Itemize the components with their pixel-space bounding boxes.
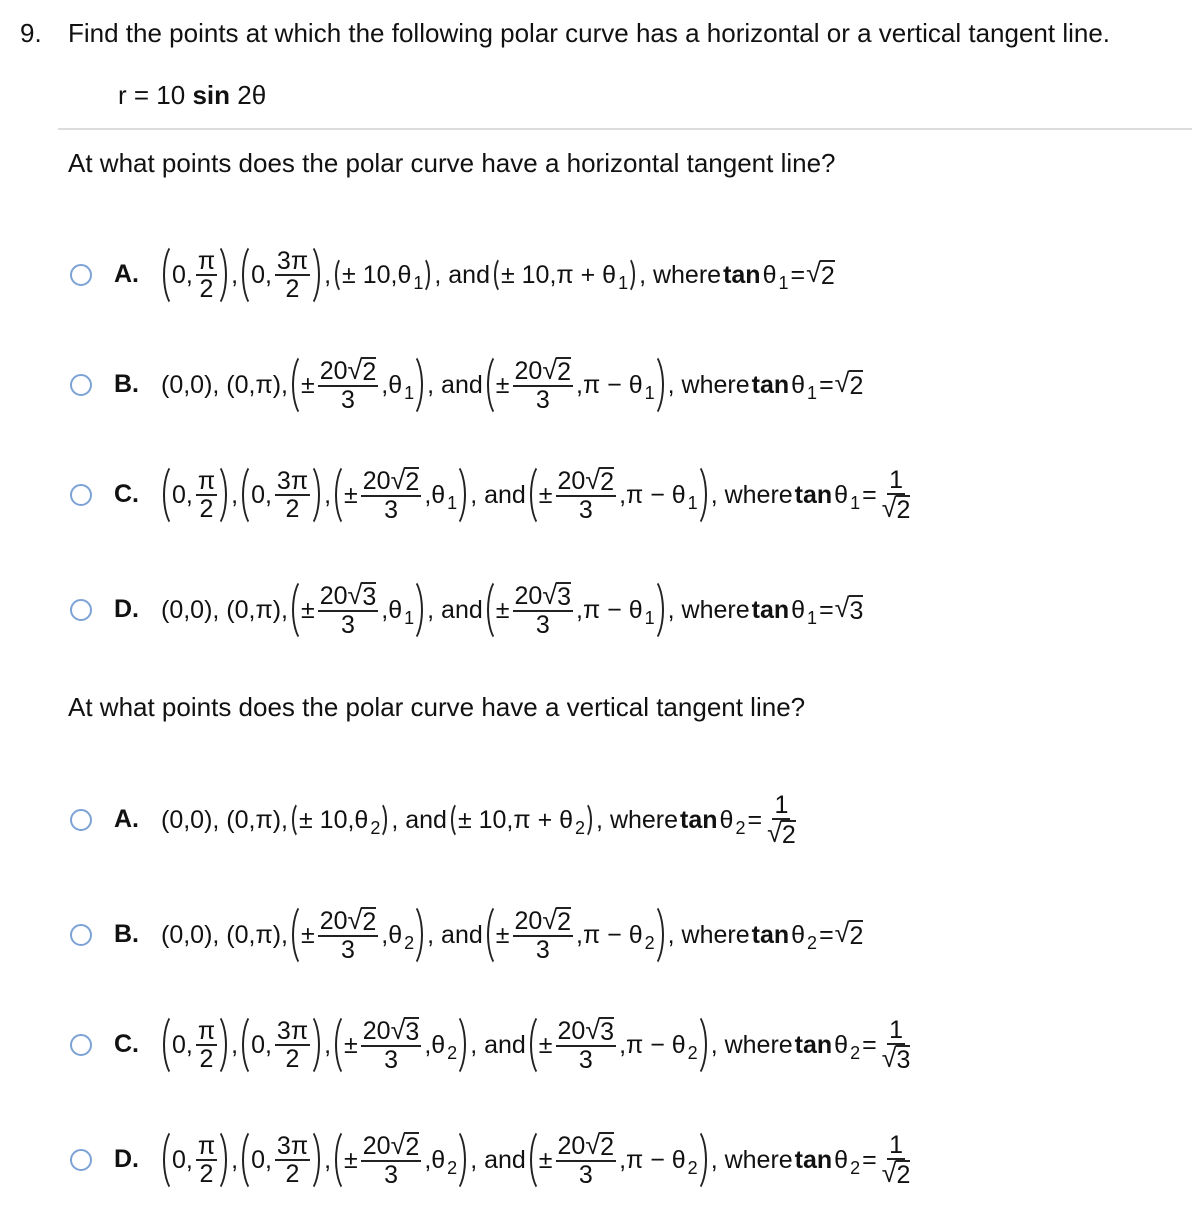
radio-button[interactable]: [70, 599, 92, 621]
option-expression: 0, $\frac{\pi}{2}$ , 0, $\frac{3\pi}{2}$ , ± 20 √ 2 3 ,θ 1 , and ± 20 √ 2 3 ,π − θ 1 , where tan θ 1 = 1 √ 2: [160, 460, 914, 530]
option-letter: A.: [114, 260, 139, 288]
question-text: Find the points at which the following polar curve has a horizontal or a vertical tangent line.: [68, 18, 1111, 48]
option-letter: D.: [114, 1145, 139, 1173]
question-number: 9.: [20, 18, 42, 48]
option-letter: A.: [114, 805, 139, 833]
part1-prompt: At what points does the polar curve have a horizontal tangent line?: [68, 148, 836, 178]
option-letter: B.: [114, 920, 139, 948]
radio-button[interactable]: [70, 1034, 92, 1056]
polar-equation: r = 10 sin 2θ: [118, 80, 267, 110]
option-expression: (0,0), (0,π), ± 20 √ 2 3 ,θ 1 , and ± 20 √ 2 3 ,π − θ 1 , where tan θ 1 = √ 2: [160, 350, 863, 420]
radio-button[interactable]: [70, 374, 92, 396]
option-expression: 0, $\frac{\pi}{2}$ , 0, $\frac{3\pi}{2}$ , ± 10,θ 1 , and ± 10,π + θ 1 , where tan θ 1 = √ 2: [160, 240, 835, 310]
option-expression: (0,0), (0,π), ± 20 √ 3 3 ,θ 1 , and ± 20 √ 3 3 ,π − θ 1 , where tan θ 1 = √ 3: [160, 575, 863, 645]
option-letter: C.: [114, 480, 139, 508]
radio-button[interactable]: [70, 484, 92, 506]
radio-button[interactable]: [70, 264, 92, 286]
radio-button[interactable]: [70, 809, 92, 831]
option-expression: (0,0), (0,π), ± 10,θ 2 , and ± 10,π + θ 2 , where tan θ 2 = 1 √ 2: [161, 790, 796, 849]
divider: [58, 128, 1192, 130]
option-expression: 0, $\frac{\pi}{2}$ , 0, $\frac{3\pi}{2}$ , ± 20 √ 2 3 ,θ 2 , and ± 20 √ 2 3 ,π − θ 2 , where tan θ 2 = 1 √ 2: [160, 1125, 914, 1195]
option-expression: 0, $\frac{\pi}{2}$ , 0, $\frac{3\pi}{2}$ , ± 20 √ 3 3 ,θ 2 , and ± 20 √ 3 3 ,π − θ 2 , where tan θ 2 = 1 √ 3: [160, 1010, 914, 1080]
radio-button[interactable]: [70, 1149, 92, 1171]
option-letter: B.: [114, 370, 139, 398]
radio-button[interactable]: [70, 924, 92, 946]
option-expression: (0,0), (0,π), ± 20 √ 2 3 ,θ 2 , and ± 20 √ 2 3 ,π − θ 2 , where tan θ 2 = √ 2: [160, 900, 863, 970]
part2-prompt: At what points does the polar curve have a vertical tangent line?: [68, 692, 806, 722]
option-letter: D.: [114, 595, 139, 623]
option-letter: C.: [114, 1030, 139, 1058]
